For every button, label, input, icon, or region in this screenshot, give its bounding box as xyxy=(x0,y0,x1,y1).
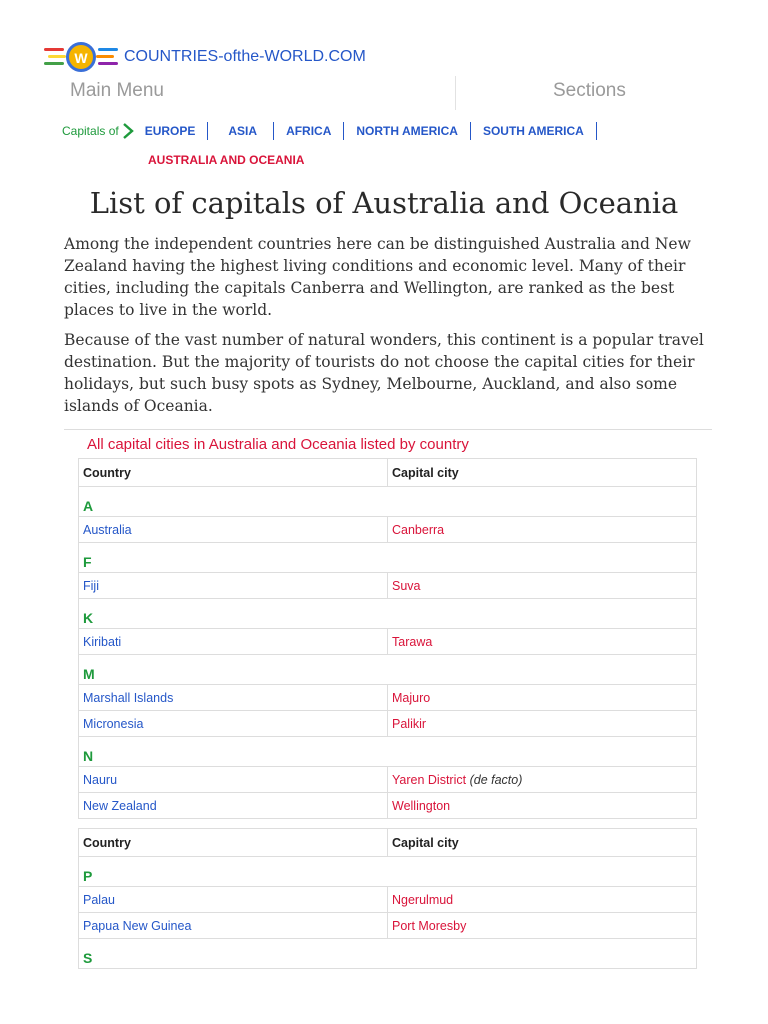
table-row xyxy=(79,573,697,599)
country-link[interactable]: Micronesia xyxy=(83,716,144,731)
country-cell xyxy=(79,685,388,711)
capital-column-header: Capital city xyxy=(388,829,697,857)
letter-heading: N xyxy=(79,737,697,767)
capital-link[interactable]: Suva xyxy=(392,578,421,593)
chevron-right-icon xyxy=(121,122,135,140)
table-row xyxy=(79,793,697,819)
letter-group-row xyxy=(79,939,697,969)
table-body xyxy=(79,487,697,819)
country-link[interactable]: Marshall Islands xyxy=(83,690,174,705)
country-column-header: Country xyxy=(79,829,388,857)
letter-group-row xyxy=(79,655,697,685)
country-link[interactable]: Nauru xyxy=(83,772,118,787)
table-header-row xyxy=(79,829,697,857)
letter-heading: A xyxy=(79,487,697,517)
capital-link[interactable]: Tarawa xyxy=(392,634,433,649)
country-cell xyxy=(79,793,388,819)
capital-cell xyxy=(388,573,697,599)
table-header-row xyxy=(79,459,697,487)
sections-button[interactable]: Sections xyxy=(553,80,626,101)
capital-cell xyxy=(388,517,697,543)
intro-paragraph: Among the independent countries here can be distinguished Australia and New Zealand having the highest living conditions and economic level. Many of their cities, including the capitals Canberra and Wellington, are ranked as the best places to live in the world. xyxy=(64,235,691,319)
letter-heading: S xyxy=(79,939,697,969)
capital-cell xyxy=(388,629,697,655)
table-body xyxy=(79,857,697,969)
capital-link[interactable]: Yaren District xyxy=(392,772,467,787)
country-link[interactable]: Fiji xyxy=(83,578,99,593)
capitals-table xyxy=(78,458,697,819)
country-cell xyxy=(79,629,388,655)
capital-cell xyxy=(388,913,697,939)
letter-heading: K xyxy=(79,599,697,629)
globe-w-icon: W xyxy=(66,42,96,72)
country-cell xyxy=(79,573,388,599)
logo-stripe xyxy=(96,55,114,58)
capital-link[interactable]: Ngerulmud xyxy=(392,892,454,907)
capital-link[interactable]: Canberra xyxy=(392,522,445,537)
letter-group-row xyxy=(79,737,697,767)
country-cell xyxy=(79,517,388,543)
table-row xyxy=(79,767,697,793)
table-row xyxy=(79,887,697,913)
continent-link-africa[interactable]: AFRICA xyxy=(274,122,344,140)
continent-link-asia[interactable]: ASIA xyxy=(208,122,274,140)
capital-link[interactable]: Palikir xyxy=(392,716,427,731)
capital-link[interactable]: Wellington xyxy=(392,798,451,813)
continent-link-south-america[interactable]: SOUTH AMERICA xyxy=(471,122,597,140)
country-cell xyxy=(79,711,388,737)
country-cell xyxy=(79,767,388,793)
logo-stripe xyxy=(44,62,64,65)
table-row xyxy=(79,517,697,543)
capital-cell xyxy=(388,767,697,793)
capital-cell xyxy=(388,711,697,737)
continent-link-europe[interactable]: EUROPE xyxy=(139,122,209,140)
site-header xyxy=(44,40,366,74)
capital-cell xyxy=(388,793,697,819)
country-cell xyxy=(79,913,388,939)
main-menu-button[interactable]: Main Menu xyxy=(70,80,164,101)
country-link[interactable]: New Zealand xyxy=(83,798,157,813)
table-caption: All capital cities in Australia and Oceania listed by country xyxy=(87,436,469,453)
table-row xyxy=(79,711,697,737)
letter-heading: P xyxy=(79,857,697,887)
country-link[interactable]: Papua New Guinea xyxy=(83,918,192,933)
section-divider xyxy=(64,429,712,430)
page-title: List of capitals of Australia and Oceania xyxy=(89,186,679,220)
active-continent: AUSTRALIA AND OCEANIA xyxy=(148,153,305,167)
capital-column-header: Capital city xyxy=(388,459,697,487)
capital-link[interactable]: Port Moresby xyxy=(392,918,467,933)
country-link[interactable]: Kiribati xyxy=(83,634,122,649)
letter-heading: M xyxy=(79,655,697,685)
country-cell xyxy=(79,887,388,913)
breadcrumb xyxy=(62,122,597,140)
menu-bar xyxy=(0,76,768,110)
letter-group-row xyxy=(79,487,697,517)
capital-note: (de facto) xyxy=(469,772,523,787)
letter-group-row xyxy=(79,599,697,629)
table-row xyxy=(79,685,697,711)
continent-link-north-america[interactable]: NORTH AMERICA xyxy=(344,122,471,140)
breadcrumb-label: Capitals of xyxy=(62,124,119,138)
letter-group-row xyxy=(79,857,697,887)
table-row xyxy=(79,913,697,939)
menu-divider xyxy=(455,76,456,110)
letter-group-row xyxy=(79,543,697,573)
logo-stripe xyxy=(48,55,66,58)
capital-link[interactable]: Majuro xyxy=(392,690,431,705)
site-name-link[interactable]: COUNTRIES-ofthe-WORLD.COM xyxy=(124,48,366,65)
table-row xyxy=(79,629,697,655)
capitals-table-continued xyxy=(78,828,697,969)
logo-stripe xyxy=(98,62,118,65)
country-link[interactable]: Australia xyxy=(83,522,132,537)
country-link[interactable]: Palau xyxy=(83,892,115,907)
country-column-header: Country xyxy=(79,459,388,487)
logo-stripe xyxy=(98,48,118,51)
capital-cell xyxy=(388,685,697,711)
capital-cell xyxy=(388,887,697,913)
travel-paragraph: Because of the vast number of natural wonders, this continent is a popular travel destination. But the majority of tourists do not choose the capital cities for their holidays, but such busy spots as Sydney, Melbourne, Auckland, and also some islands of Oceania. xyxy=(64,331,704,415)
logo-stripe xyxy=(44,48,64,51)
letter-heading: F xyxy=(79,543,697,573)
site-logo[interactable] xyxy=(44,40,120,74)
